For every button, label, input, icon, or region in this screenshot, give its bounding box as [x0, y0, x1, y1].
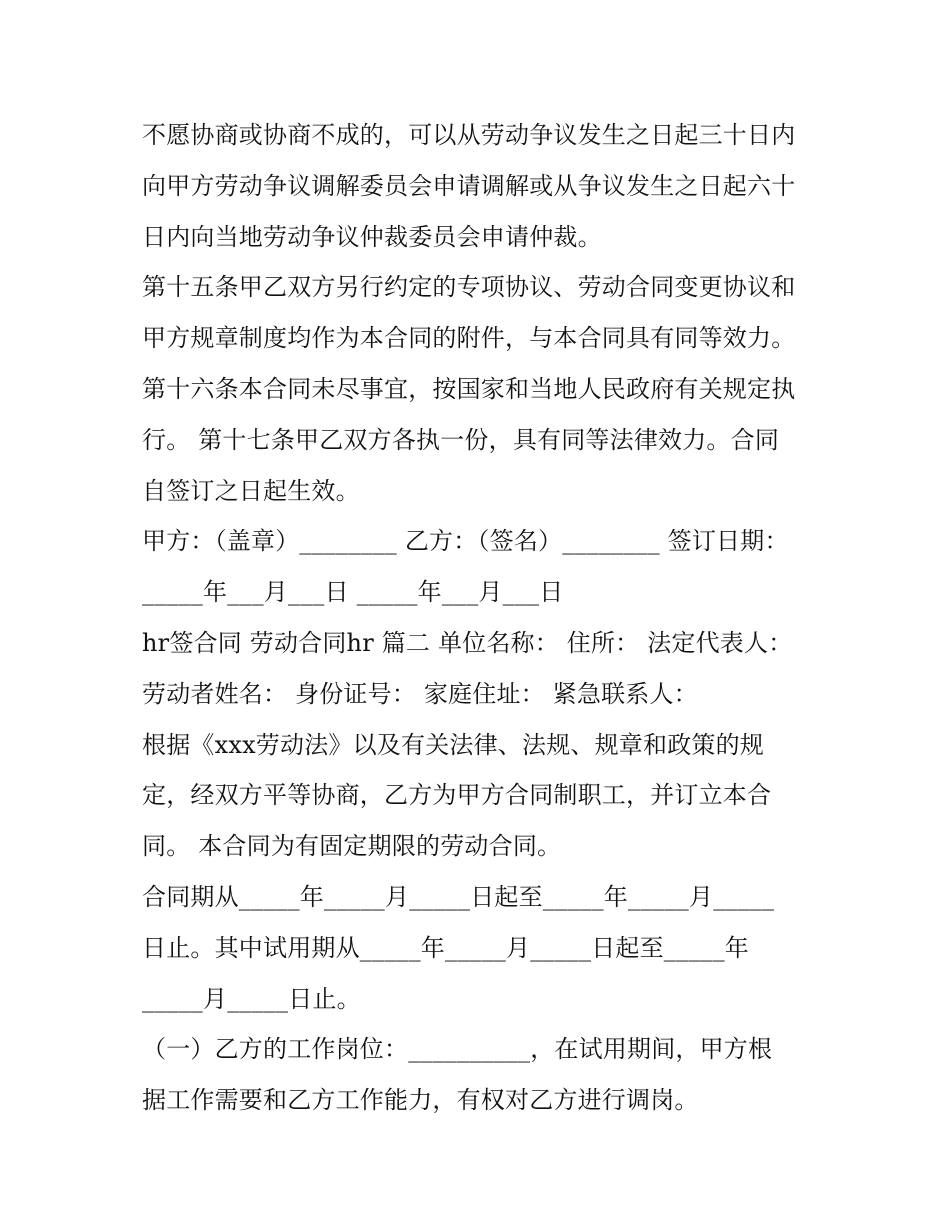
text-line: 第十六条本合同未尽事宜，按国家和当地人民政府有关规定执: [142, 374, 796, 403]
section-heading: hr签合同 劳动合同hr 篇二 单位名称： 住所： 法定代表人：: [142, 628, 793, 657]
contract-period-line: 日止。其中试用期从_____年_____月_____日起至_____年: [142, 933, 749, 962]
text-line: 定，经双方平等协商，乙方为甲方合同制职工，并订立本合: [142, 781, 772, 810]
text-line: 日内向当地劳动争议仲裁委员会申请仲裁。: [142, 222, 602, 251]
text-line: 甲方规章制度均作为本合同的附件，与本合同具有同等效力。: [142, 324, 796, 353]
signature-line: 甲方：（盖章）________ 乙方：（签名）________ 签订日期：: [142, 527, 789, 556]
document-body: [142, 110, 822, 1126]
contract-period-line: _____月_____日止。: [142, 984, 361, 1013]
text-line: 据工作需要和乙方工作能力，有权对乙方进行调岗。: [142, 1086, 699, 1115]
text-line: 自签订之日起生效。: [142, 476, 360, 505]
text-line: 向甲方劳动争议调解委员会申请调解或从争议发生之日起六十: [142, 171, 796, 200]
text-line: 第十五条甲乙双方另行约定的专项协议、劳动合同变更协议和: [142, 273, 796, 302]
text-line: 劳动者姓名： 身份证号： 家庭住址： 紧急联系人：: [142, 679, 698, 708]
text-line: 不愿协商或协商不成的，可以从劳动争议发生之日起三十日内: [142, 121, 796, 149]
date-line: _____年___月___日 _____年___月___日: [142, 578, 564, 607]
text-line: 根据《xxx劳动法》以及有关法律、法规、规章和政策的规: [142, 730, 765, 759]
text-line: （一）乙方的工作岗位：__________，在试用期间，甲方根: [142, 1035, 773, 1064]
contract-period-line: 合同期从_____年_____月_____日起至_____年_____月_____: [142, 882, 775, 911]
text-line: 行。 第十七条甲乙双方各执一份，具有同等法律效力。合同: [142, 425, 780, 454]
text-line: 同。 本合同为有固定期限的劳动合同。: [142, 832, 562, 861]
